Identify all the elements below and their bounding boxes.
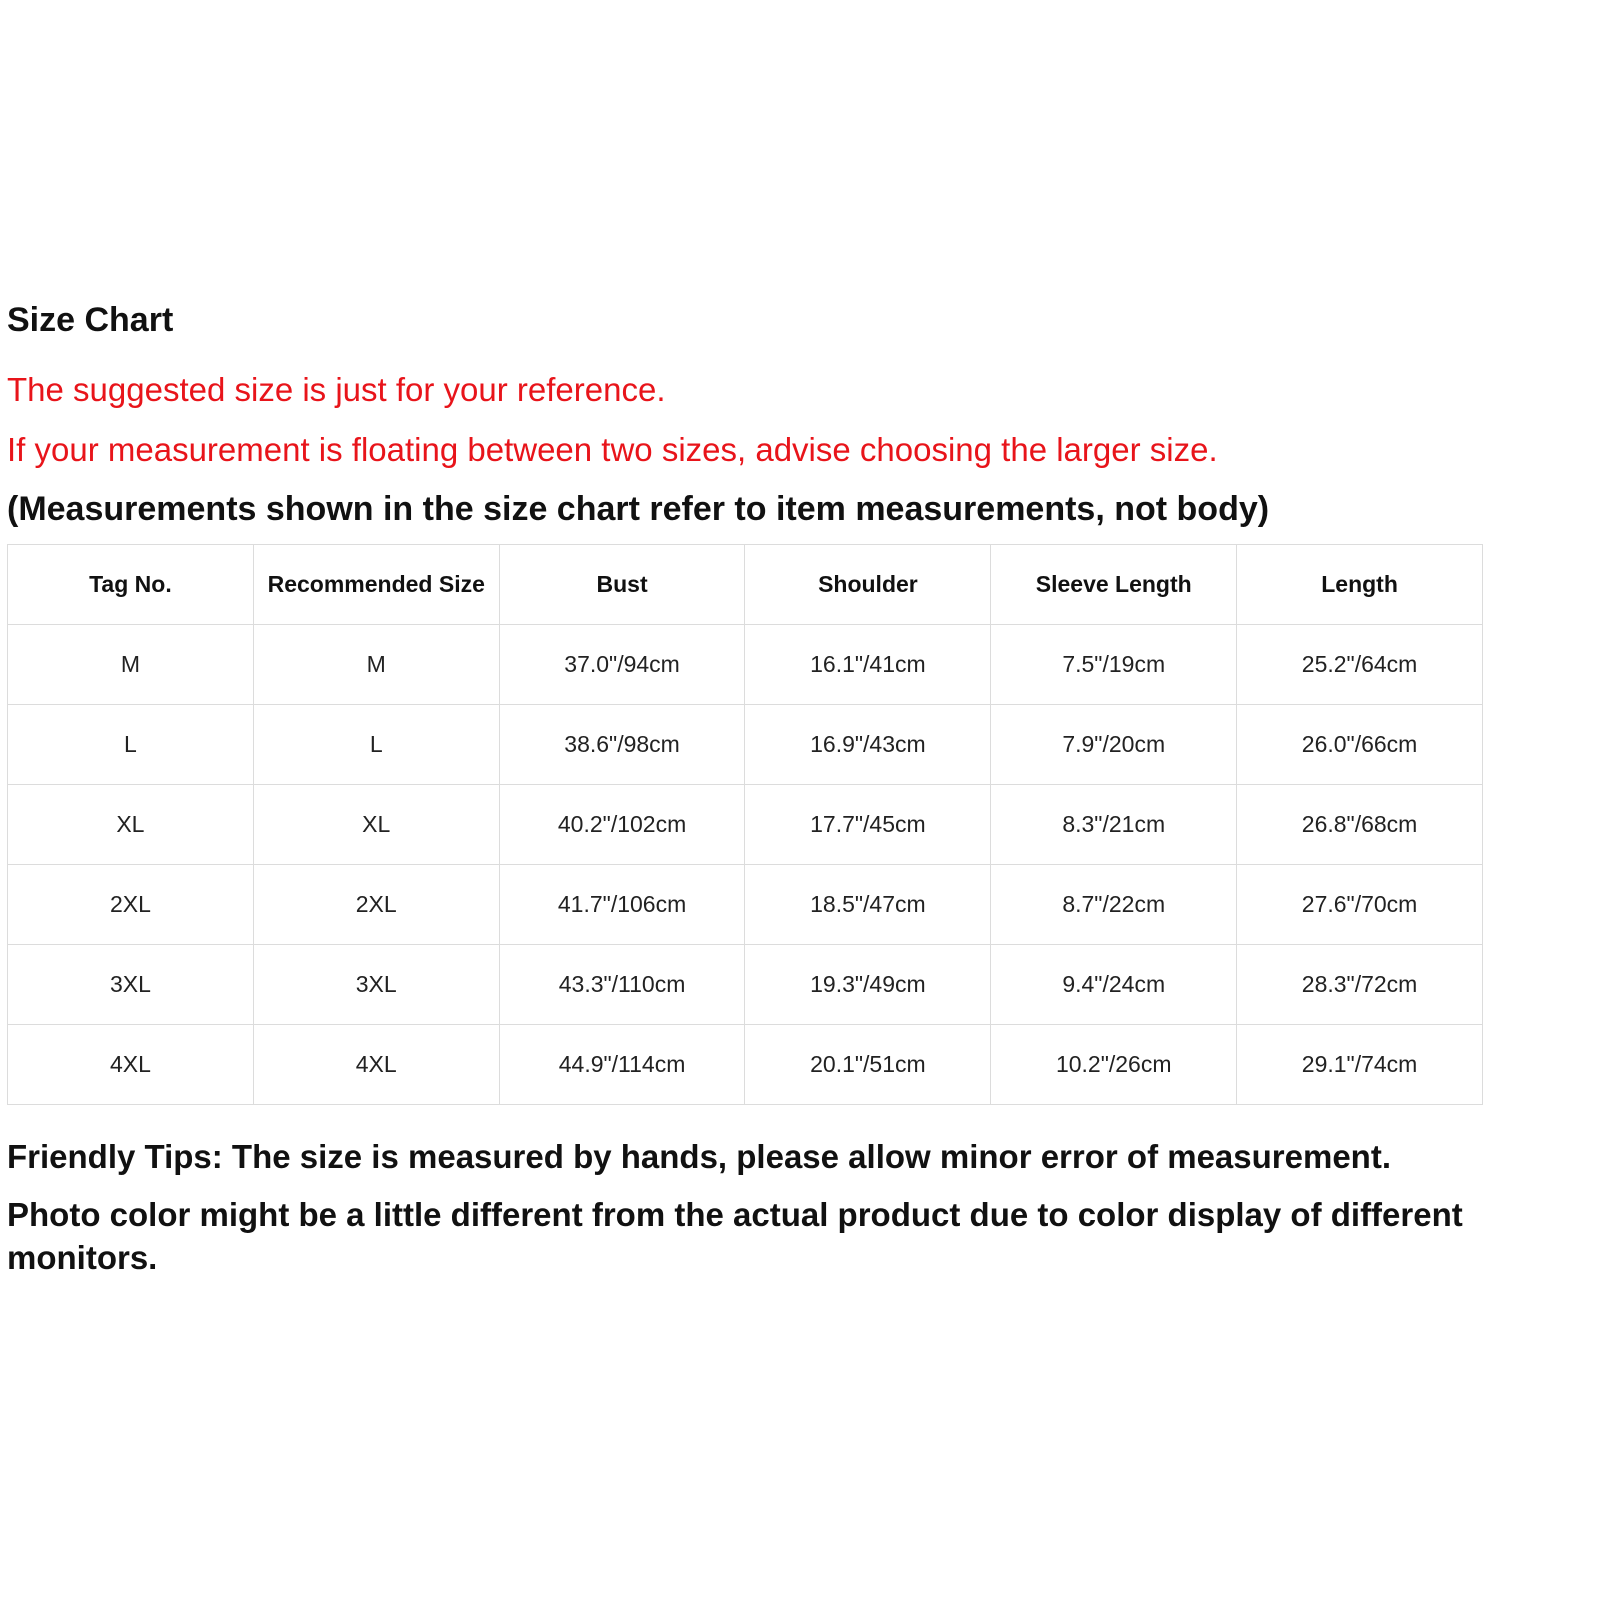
cell-tag: M bbox=[8, 625, 254, 705]
larger-size-note: If your measurement is floating between two sizes, advise choosing the larger size. bbox=[7, 431, 1218, 468]
cell-bust: 38.6"/98cm bbox=[499, 705, 745, 785]
cell-length: 27.6"/70cm bbox=[1237, 865, 1483, 945]
cell-tag: XL bbox=[8, 785, 254, 865]
cell-length: 25.2"/64cm bbox=[1237, 625, 1483, 705]
cell-shoulder: 16.9"/43cm bbox=[745, 705, 991, 785]
cell-sleeve: 9.4"/24cm bbox=[991, 945, 1237, 1025]
friendly-tips bbox=[7, 1135, 1597, 1279]
table-row bbox=[8, 1025, 1483, 1105]
cell-shoulder: 18.5"/47cm bbox=[745, 865, 991, 945]
cell-length: 26.0"/66cm bbox=[1237, 705, 1483, 785]
cell-length: 28.3"/72cm bbox=[1237, 945, 1483, 1025]
cell-sleeve: 10.2"/26cm bbox=[991, 1025, 1237, 1105]
cell-recommended: XL bbox=[253, 785, 499, 865]
cell-length: 26.8"/68cm bbox=[1237, 785, 1483, 865]
cell-tag: 2XL bbox=[8, 865, 254, 945]
cell-tag: 3XL bbox=[8, 945, 254, 1025]
size-chart-section bbox=[7, 300, 1597, 1279]
table-row bbox=[8, 785, 1483, 865]
cell-recommended: M bbox=[253, 625, 499, 705]
header-shoulder: Shoulder bbox=[745, 545, 991, 625]
tip-photo-color: Photo color might be a little different from the actual product due to color display of different monitors. bbox=[7, 1196, 1463, 1276]
size-table bbox=[7, 544, 1483, 1105]
cell-bust: 41.7"/106cm bbox=[499, 865, 745, 945]
measurement-disclaimer: (Measurements shown in the size chart refer to item measurements, not body) bbox=[7, 490, 1270, 528]
cell-bust: 43.3"/110cm bbox=[499, 945, 745, 1025]
cell-sleeve: 7.9"/20cm bbox=[991, 705, 1237, 785]
cell-bust: 40.2"/102cm bbox=[499, 785, 745, 865]
table-row bbox=[8, 945, 1483, 1025]
cell-recommended: 4XL bbox=[253, 1025, 499, 1105]
table-row bbox=[8, 625, 1483, 705]
cell-shoulder: 17.7"/45cm bbox=[745, 785, 991, 865]
cell-recommended: 2XL bbox=[253, 865, 499, 945]
reference-note: The suggested size is just for your reference. bbox=[7, 371, 666, 408]
header-bust: Bust bbox=[499, 545, 745, 625]
cell-recommended: 3XL bbox=[253, 945, 499, 1025]
cell-bust: 44.9"/114cm bbox=[499, 1025, 745, 1105]
cell-tag: 4XL bbox=[8, 1025, 254, 1105]
table-header-row bbox=[8, 545, 1483, 625]
cell-bust: 37.0"/94cm bbox=[499, 625, 745, 705]
header-sleeve-length: Sleeve Length bbox=[991, 545, 1237, 625]
tip-measurement: Friendly Tips: The size is measured by hands, please allow minor error of measurement. bbox=[7, 1138, 1391, 1175]
cell-shoulder: 19.3"/49cm bbox=[745, 945, 991, 1025]
header-length: Length bbox=[1237, 545, 1483, 625]
table-row bbox=[8, 705, 1483, 785]
cell-recommended: L bbox=[253, 705, 499, 785]
cell-sleeve: 8.7"/22cm bbox=[991, 865, 1237, 945]
cell-tag: L bbox=[8, 705, 254, 785]
cell-length: 29.1"/74cm bbox=[1237, 1025, 1483, 1105]
cell-sleeve: 7.5"/19cm bbox=[991, 625, 1237, 705]
header-recommended-size: Recommended Size bbox=[253, 545, 499, 625]
header-tag-no: Tag No. bbox=[8, 545, 254, 625]
cell-shoulder: 16.1"/41cm bbox=[745, 625, 991, 705]
table-row bbox=[8, 865, 1483, 945]
cell-shoulder: 20.1"/51cm bbox=[745, 1025, 991, 1105]
page-title: Size Chart bbox=[7, 301, 174, 339]
cell-sleeve: 8.3"/21cm bbox=[991, 785, 1237, 865]
